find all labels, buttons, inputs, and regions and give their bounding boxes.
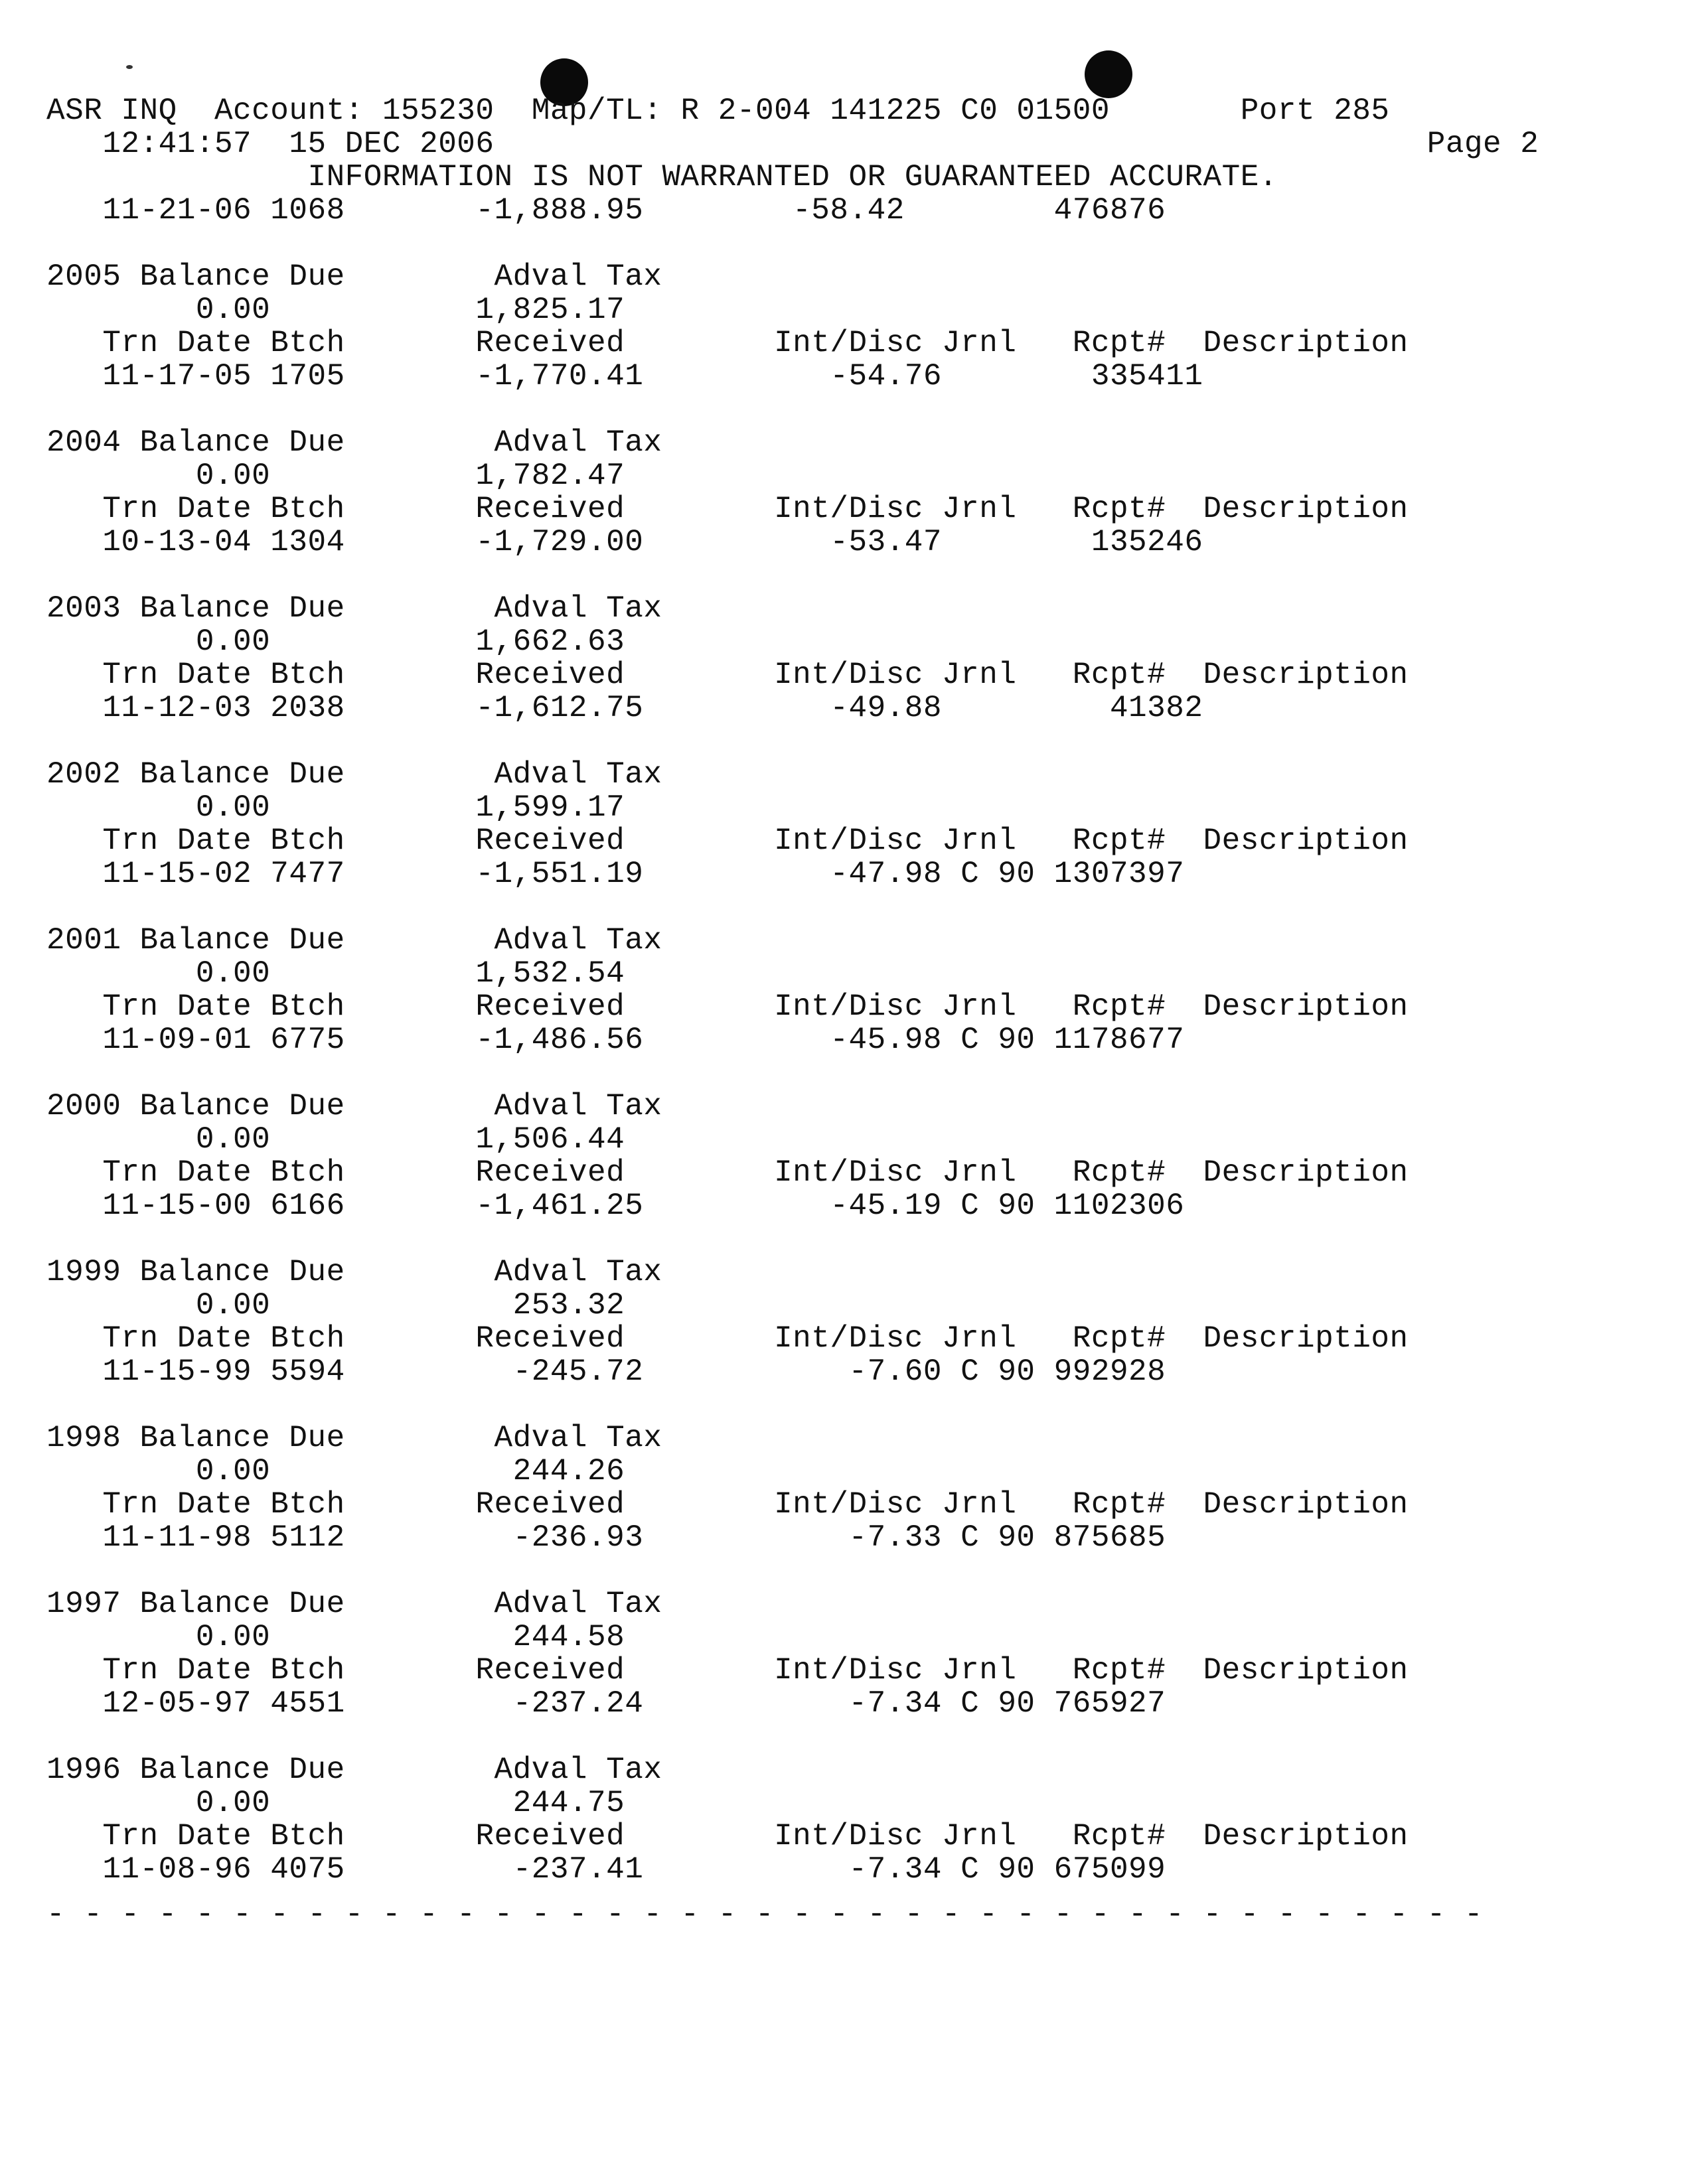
year-amounts-1997: 0.00 244.58 bbox=[46, 1620, 625, 1654]
column-header-2001: Trn Date Btch Received Int/Disc Jrnl Rcpt# Description bbox=[46, 989, 1409, 1024]
year-header-2003: 2003 Balance Due Adval Tax bbox=[46, 591, 662, 626]
header-line-2: 12:41:57 15 DEC 2006 Page 2 bbox=[46, 127, 1539, 161]
column-header-2004: Trn Date Btch Received Int/Disc Jrnl Rcpt# Description bbox=[46, 492, 1409, 526]
year-header-1996: 1996 Balance Due Adval Tax bbox=[46, 1753, 662, 1787]
column-header-2003: Trn Date Btch Received Int/Disc Jrnl Rcpt# Description bbox=[46, 658, 1409, 692]
punch-hole-right bbox=[1085, 50, 1132, 98]
transaction-row-1998: 11-11-98 5112 -236.93 -7.33 C 90 875685 bbox=[46, 1520, 1166, 1555]
year-header-2004: 2004 Balance Due Adval Tax bbox=[46, 425, 662, 460]
year-amounts-2004: 0.00 1,782.47 bbox=[46, 459, 625, 493]
transaction-row-2000: 11-15-00 6166 -1,461.25 -45.19 C 90 1102306 bbox=[46, 1189, 1185, 1223]
transaction-row-2003: 11-12-03 2038 -1,612.75 -49.88 41382 bbox=[46, 691, 1203, 725]
year-amounts-2005: 0.00 1,825.17 bbox=[46, 293, 625, 327]
scan-speck bbox=[126, 65, 133, 69]
header-line-1: ASR INQ Account: 155230 Map/TL: R 2-004 141225 C0 01500 Port 285 bbox=[46, 94, 1390, 128]
year-header-2001: 2001 Balance Due Adval Tax bbox=[46, 923, 662, 958]
year-amounts-2000: 0.00 1,506.44 bbox=[46, 1122, 625, 1157]
transaction-row-1997: 12-05-97 4551 -237.24 -7.34 C 90 765927 bbox=[46, 1686, 1166, 1721]
column-header-2005: Trn Date Btch Received Int/Disc Jrnl Rcpt# Description bbox=[46, 326, 1409, 360]
year-amounts-2002: 0.00 1,599.17 bbox=[46, 790, 625, 825]
year-header-2002: 2002 Balance Due Adval Tax bbox=[46, 757, 662, 792]
year-header-1998: 1998 Balance Due Adval Tax bbox=[46, 1421, 662, 1455]
year-amounts-2001: 0.00 1,532.54 bbox=[46, 956, 625, 991]
carryover-row: 11-21-06 1068 -1,888.95 -58.42 476876 bbox=[46, 193, 1166, 228]
transaction-row-2005: 11-17-05 1705 -1,770.41 -54.76 335411 bbox=[46, 359, 1203, 394]
column-header-1997: Trn Date Btch Received Int/Disc Jrnl Rcpt# Description bbox=[46, 1653, 1409, 1688]
column-header-1999: Trn Date Btch Received Int/Disc Jrnl Rcpt# Description bbox=[46, 1321, 1409, 1356]
column-header-1996: Trn Date Btch Received Int/Disc Jrnl Rcpt# Description bbox=[46, 1819, 1409, 1854]
header-line-3: INFORMATION IS NOT WARRANTED OR GUARANTEED ACCURATE. bbox=[46, 160, 1278, 194]
year-header-1997: 1997 Balance Due Adval Tax bbox=[46, 1587, 662, 1621]
transaction-row-2004: 10-13-04 1304 -1,729.00 -53.47 135246 bbox=[46, 525, 1203, 559]
column-header-2002: Trn Date Btch Received Int/Disc Jrnl Rcpt# Description bbox=[46, 824, 1409, 858]
year-header-1999: 1999 Balance Due Adval Tax bbox=[46, 1255, 662, 1289]
year-amounts-1998: 0.00 244.26 bbox=[46, 1454, 625, 1489]
transaction-row-1996: 11-08-96 4075 -237.41 -7.34 C 90 675099 bbox=[46, 1852, 1166, 1887]
transaction-row-2002: 11-15-02 7477 -1,551.19 -47.98 C 90 1307397 bbox=[46, 857, 1185, 891]
year-amounts-2003: 0.00 1,662.63 bbox=[46, 624, 625, 659]
year-header-2000: 2000 Balance Due Adval Tax bbox=[46, 1089, 662, 1124]
year-header-2005: 2005 Balance Due Adval Tax bbox=[46, 259, 662, 294]
year-amounts-1996: 0.00 244.75 bbox=[46, 1786, 625, 1820]
transaction-row-1999: 11-15-99 5594 -245.72 -7.60 C 90 992928 bbox=[46, 1354, 1166, 1389]
transaction-row-2001: 11-09-01 6775 -1,486.56 -45.98 C 90 1178677 bbox=[46, 1023, 1185, 1057]
column-header-1998: Trn Date Btch Received Int/Disc Jrnl Rcpt# Description bbox=[46, 1487, 1409, 1522]
footer-divider: - - - - - - - - - - - - - - - - - - - - - - - - - - - - - - - - - - - - - - - bbox=[46, 1897, 1484, 1932]
year-amounts-1999: 0.00 253.32 bbox=[46, 1288, 625, 1323]
column-header-2000: Trn Date Btch Received Int/Disc Jrnl Rcpt# Description bbox=[46, 1155, 1409, 1190]
